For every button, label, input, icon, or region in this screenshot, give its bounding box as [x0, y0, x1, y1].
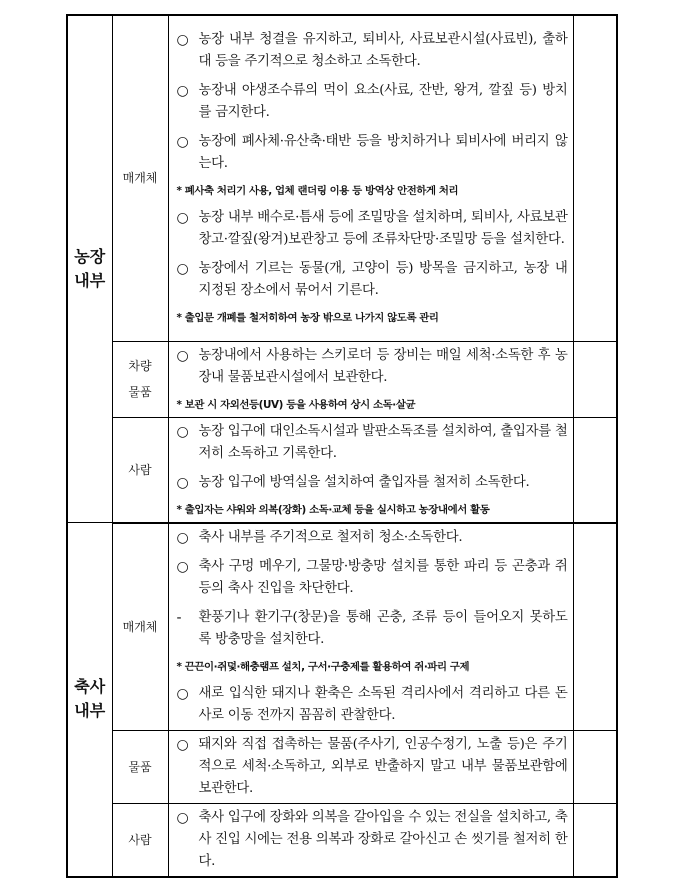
empty-remarks-cell — [573, 803, 617, 877]
biosecurity-table — [66, 14, 618, 878]
item-text: 농장내 야생조수류의 먹이 요소(사료, 잔반, 왕겨, 깔짚 등) 방치를 금지한다. — [198, 83, 568, 121]
category-cell — [112, 523, 168, 731]
bullet-marker: ○ — [176, 210, 189, 227]
section-title-cell — [67, 523, 112, 877]
document-page — [66, 14, 616, 878]
bullet-marker: ○ — [176, 347, 189, 364]
section-title-line: 내부 — [74, 271, 106, 290]
content-cell — [168, 417, 573, 523]
table-row — [67, 341, 617, 417]
category-cell — [112, 417, 168, 523]
list-item — [177, 807, 568, 873]
list-item — [177, 683, 568, 727]
list-item — [177, 131, 568, 175]
category-cell — [112, 341, 168, 417]
bullet-marker: ○ — [176, 83, 189, 100]
item-text: 환풍기나 환기구(창문)을 통해 곤충, 조류 등이 들어오지 못하도록 방충망을 설치한다. — [198, 609, 568, 647]
item-text: 축사 입구에 장화와 의복을 갈아입을 수 있는 전실을 설치하고, 축사 진입 시에는 전용 의복과 장화로 갈아신고 손 씻기를 철저히 한다. — [198, 809, 568, 869]
empty-remarks-cell — [573, 15, 617, 341]
section-title-line: 내부 — [74, 701, 106, 721]
category-line: 매개체 — [122, 171, 158, 186]
item-text: 농장 입구에 방역실을 설치하여 출입자를 철저히 소독한다. — [198, 474, 530, 490]
category-line: 물품 — [128, 759, 152, 774]
empty-remarks-cell — [573, 730, 617, 803]
bullet-marker: ○ — [176, 32, 189, 49]
bullet-marker: ○ — [176, 134, 189, 151]
table-row — [67, 730, 617, 803]
list-item — [177, 345, 568, 389]
table-row — [67, 803, 617, 877]
list-item — [177, 556, 568, 600]
note-text: * 출입문 개폐를 철저히하여 농장 밖으로 나가지 않도록 관리 — [176, 312, 439, 325]
bullet-marker: ○ — [176, 423, 189, 440]
category-line: 물품 — [128, 385, 152, 399]
bullet-marker: ○ — [176, 685, 189, 702]
note-text: * 출입자는 샤워와 의복(장화) 소독·교체 등을 실시하고 농장내에서 활동 — [176, 503, 490, 516]
empty-remarks-cell — [573, 523, 617, 731]
list-item — [177, 258, 568, 302]
list-item — [177, 607, 568, 651]
table-body — [67, 15, 617, 877]
list-item — [177, 421, 568, 465]
list-item — [177, 734, 568, 800]
category-cell — [112, 803, 168, 877]
table-row — [67, 523, 617, 731]
list-item — [177, 527, 568, 549]
item-text: 농장 내부 청결을 유지하고, 퇴비사, 사료보관시설(사료빈), 출하대 등을 주기적으로 청소하고 소독한다. — [198, 32, 568, 70]
item-text: 농장에 폐사체·유산축·태반 등을 방치하거나 퇴비사에 버리지 않는다. — [198, 134, 568, 172]
list-item — [177, 80, 568, 124]
item-text: 새로 입식한 돼지나 환축은 소독된 격리사에서 격리하고 다른 돈사로 이동 전까지 꼼꼼히 관찰한다. — [198, 685, 568, 723]
item-text: 축사 구멍 메우기, 그물망·방충망 설치를 통한 파리 등 곤충과 쥐 등의 축사 진입을 차단한다. — [198, 558, 568, 596]
category-cell — [112, 730, 168, 803]
section-title-cell — [67, 15, 112, 523]
item-text: 농장 입구에 대인소독시설과 발판소독조를 설치하여, 출입자를 철저히 소독하고 기록한다. — [198, 423, 568, 461]
list-item — [177, 472, 568, 494]
table-row — [67, 15, 617, 341]
bullet-marker: ○ — [176, 736, 189, 753]
item-text: 축사 내부를 주기적으로 철저히 청소·소독한다. — [198, 529, 463, 545]
bullet-marker: - — [176, 609, 182, 626]
category-line: 차량 — [128, 359, 152, 373]
table-row — [67, 417, 617, 523]
section-title-line: 농장 — [74, 247, 106, 266]
bullet-marker: ○ — [176, 558, 189, 575]
section-title-line: 축사 — [74, 677, 106, 697]
empty-remarks-cell — [573, 341, 617, 417]
content-cell — [168, 730, 573, 803]
bullet-marker: ○ — [176, 474, 189, 491]
category-line: 사람 — [128, 462, 152, 477]
list-item — [177, 29, 568, 73]
content-cell — [168, 803, 573, 877]
item-text: 농장내에서 사용하는 스키로더 등 장비는 매일 세척·소독한 후 농장내 물품보관시설에서 보관한다. — [198, 347, 568, 385]
item-text: 농장에서 기르는 동물(개, 고양이 등) 방목을 금지하고, 농장 내 지정된 장소에서 묶어서 기른다. — [198, 261, 568, 299]
content-cell — [168, 15, 573, 341]
note-text: * 끈끈이·쥐덫·해충램프 설치, 구서·구충제를 활용하여 쥐·파리 구제 — [176, 660, 470, 673]
note-text: * 폐사축 처리기 사용, 업체 랜더링 이용 등 방역상 안전하게 처리 — [176, 185, 459, 198]
category-line: 사람 — [128, 832, 152, 847]
item-text: 농장 내부 배수로·틈새 등에 조밀망을 설치하며, 퇴비사, 사료보관창고·깔짚(왕겨)보관창고 등에 조류차단망·조밀망 등을 설치한다. — [198, 210, 568, 248]
note-text: * 보관 시 자외선등(UV) 등을 사용하여 상시 소독·살균 — [176, 398, 416, 411]
bullet-marker: ○ — [176, 529, 189, 546]
list-item — [177, 207, 568, 251]
content-cell — [168, 341, 573, 417]
item-text: 돼지와 직접 접촉하는 물품(주사기, 인공수정기, 노출 등)은 주기적으로 세척·소독하고, 외부로 반출하지 말고 내부 물품보관함에 보관한다. — [198, 736, 568, 796]
bullet-marker: ○ — [176, 809, 189, 826]
empty-remarks-cell — [573, 417, 617, 523]
category-cell — [112, 15, 168, 341]
bullet-marker: ○ — [176, 261, 189, 278]
content-cell — [168, 523, 573, 731]
category-line: 매개체 — [122, 619, 158, 634]
